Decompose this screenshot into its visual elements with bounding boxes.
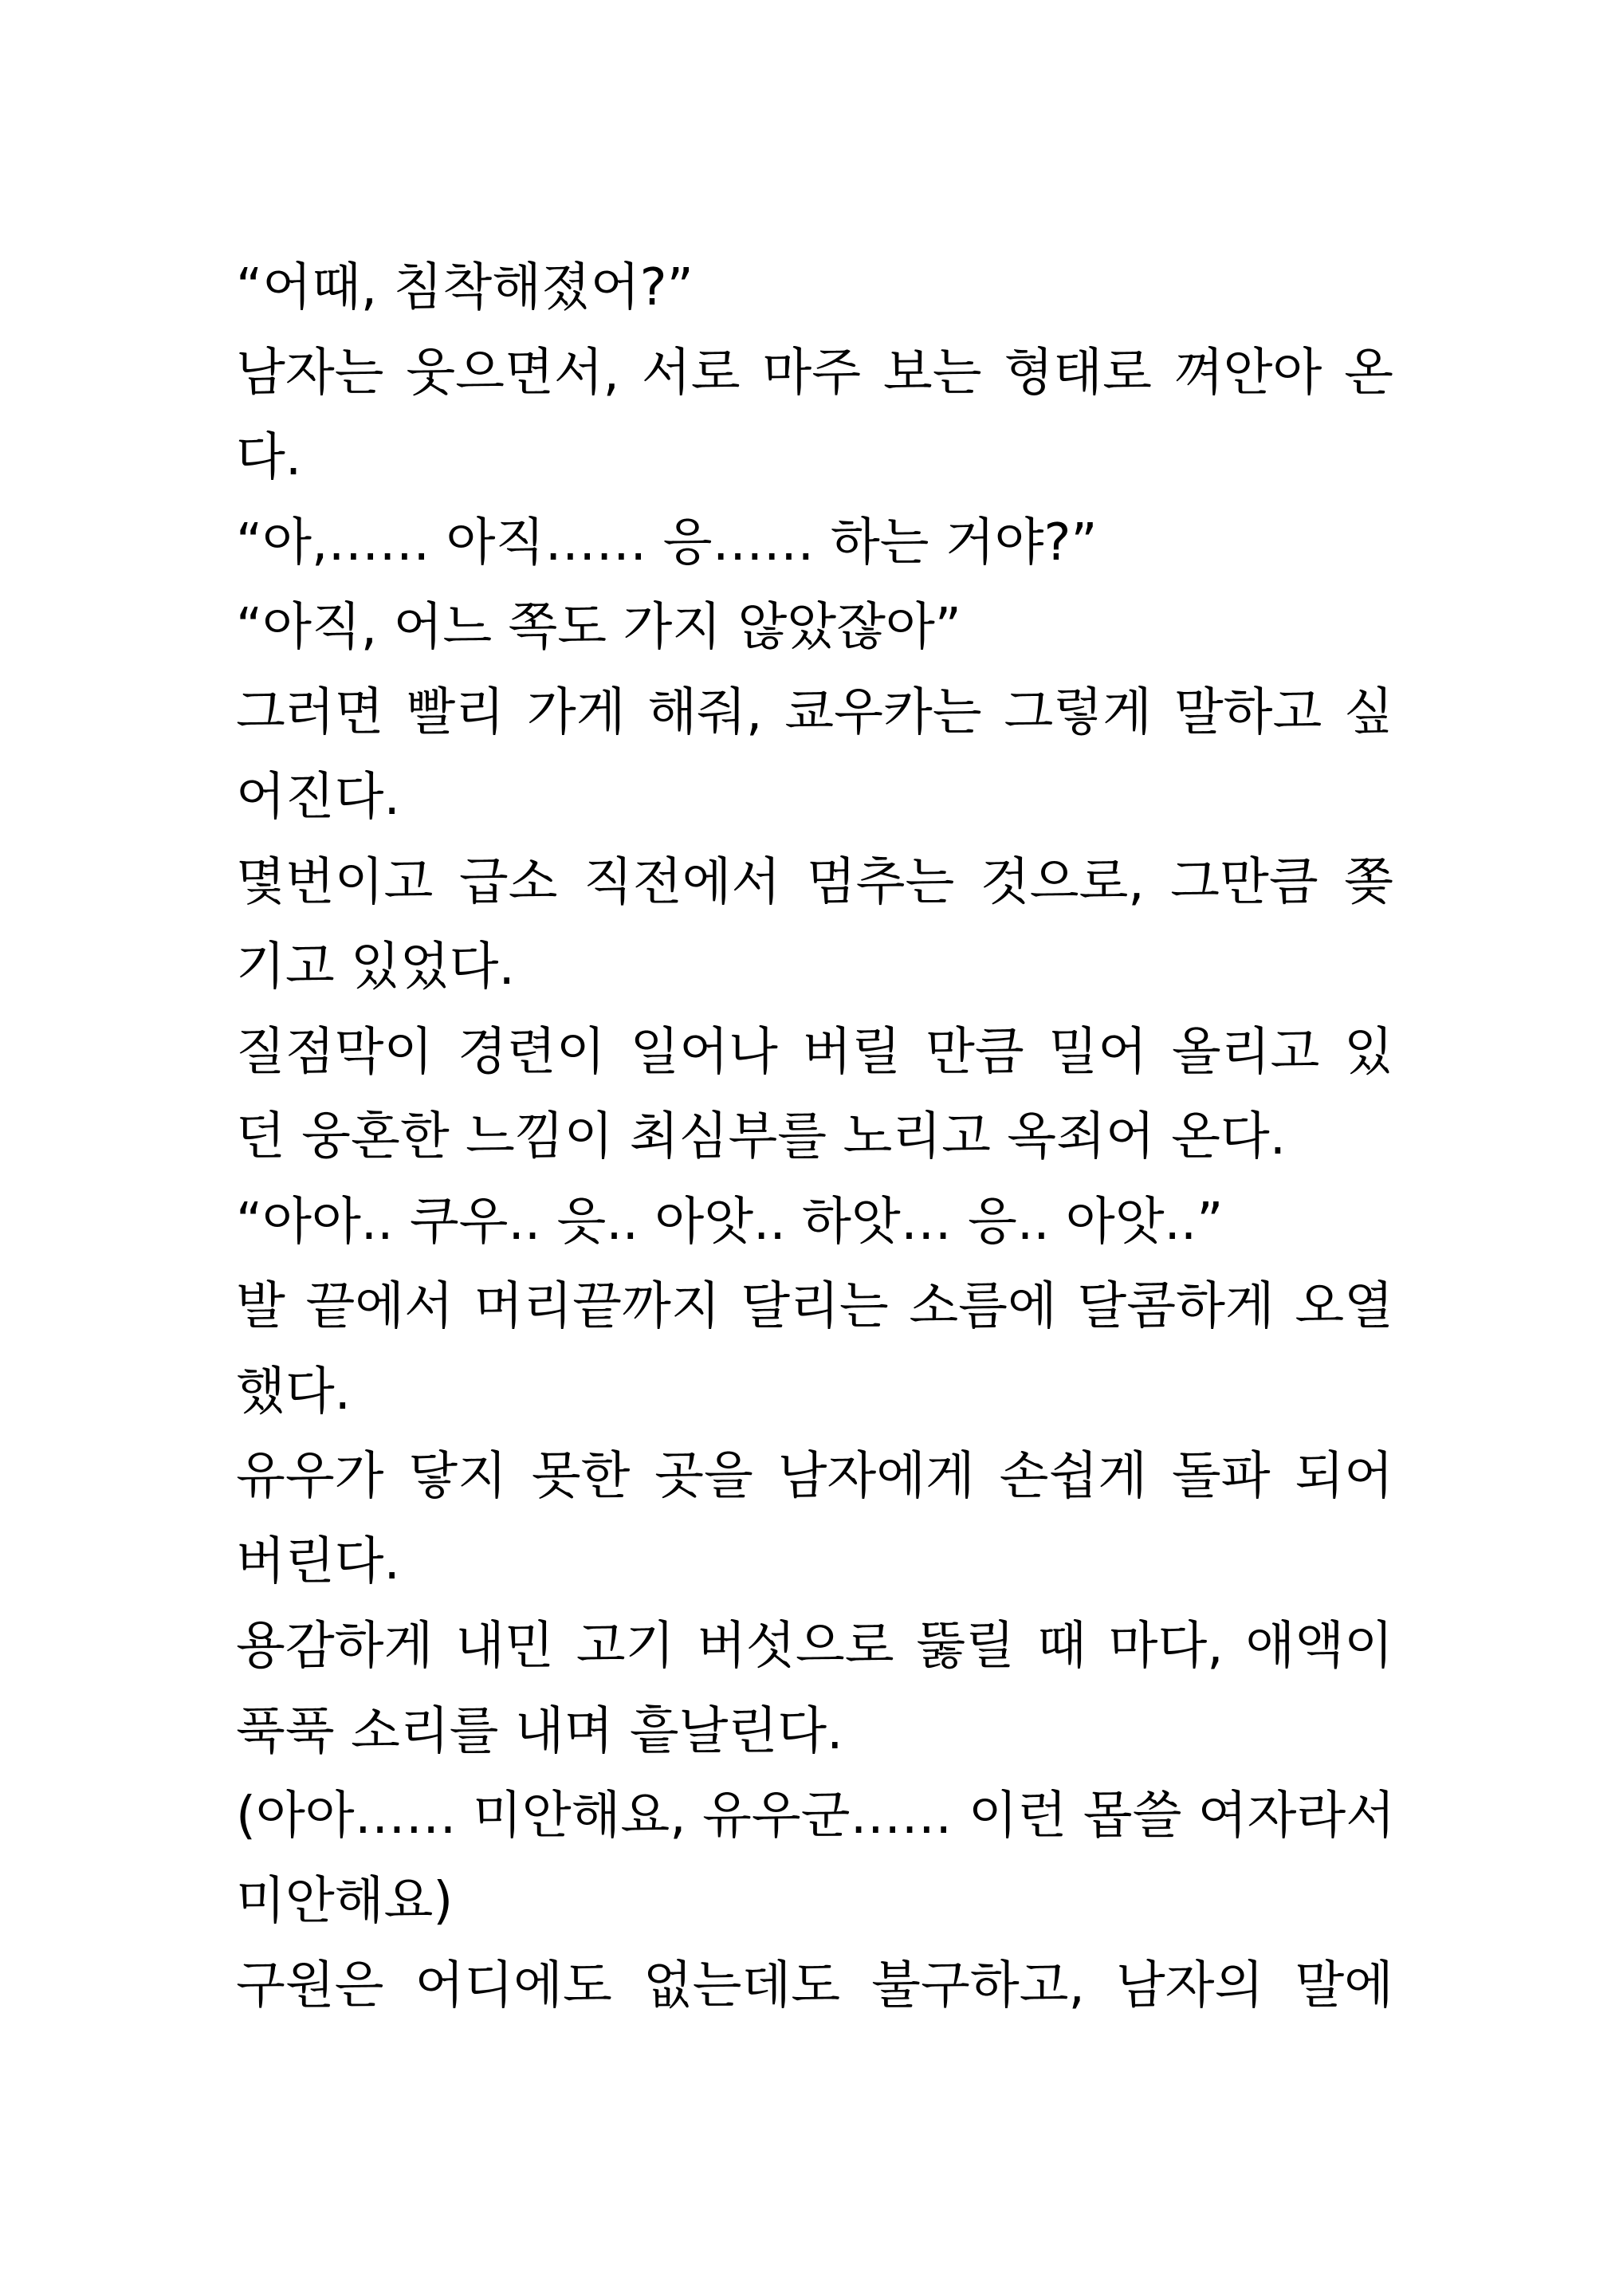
- text-line: 기고 있었다.: [236, 938, 515, 997]
- text-line: 미안해요): [236, 1871, 454, 1931]
- text-line: 구원은 어디에도 없는데도 불구하고, 남자의 말에: [236, 1956, 1393, 2015]
- text-line: “아,…… 아직…… 응…… 하는 거야?”: [236, 513, 1098, 572]
- text-line: 다.: [236, 428, 302, 487]
- text-line: 버린다.: [236, 1531, 400, 1591]
- body-text: [236, 246, 1396, 2029]
- text-line: 발 끝에서 머리끝까지 달리는 소름에 달콤하게 오열: [236, 1277, 1393, 1336]
- text-line: “어때, 침착해졌어?”: [236, 258, 694, 317]
- text-line: 그러면 빨리 가게 해줘, 쿄우카는 그렇게 말하고 싶: [236, 682, 1393, 742]
- text-line: 용감하게 내민 고기 버섯으로 뚫릴 때 마다, 애액이: [236, 1617, 1393, 1676]
- text-line: 어진다.: [236, 768, 400, 827]
- text-line: 던 웅혼한 느낌이 최심부를 노리고 옥죄어 온다.: [236, 1107, 1287, 1166]
- text-line: 질점막이 경련이 일어나 버릴 만큼 밀어 올리고 있: [236, 1022, 1393, 1082]
- text-line: 했다.: [236, 1362, 351, 1421]
- text-line: “아아.. 쿠우.. 읏.. 아앗.. 하앗… 응.. 아앗..”: [236, 1192, 1224, 1252]
- text-line: 유우가 닿지 못한 곳을 남자에게 손쉽게 돌파 되어: [236, 1447, 1393, 1506]
- text-line: (아아…… 미안해요, 유우군…… 이런 몹쓸 여자라서: [236, 1787, 1396, 1846]
- text-line: “아직, 어느 쪽도 가지 않았잖아”: [236, 598, 961, 657]
- text-line: 푹푹 소리를 내며 흩날린다.: [236, 1701, 843, 1761]
- text-line: 남자는 웃으면서, 서로 마주 보는 형태로 껴안아 온: [236, 343, 1393, 403]
- text-line: 몇번이고 급소 직전에서 멈추는 것으로, 그만큼 쫒: [236, 852, 1393, 912]
